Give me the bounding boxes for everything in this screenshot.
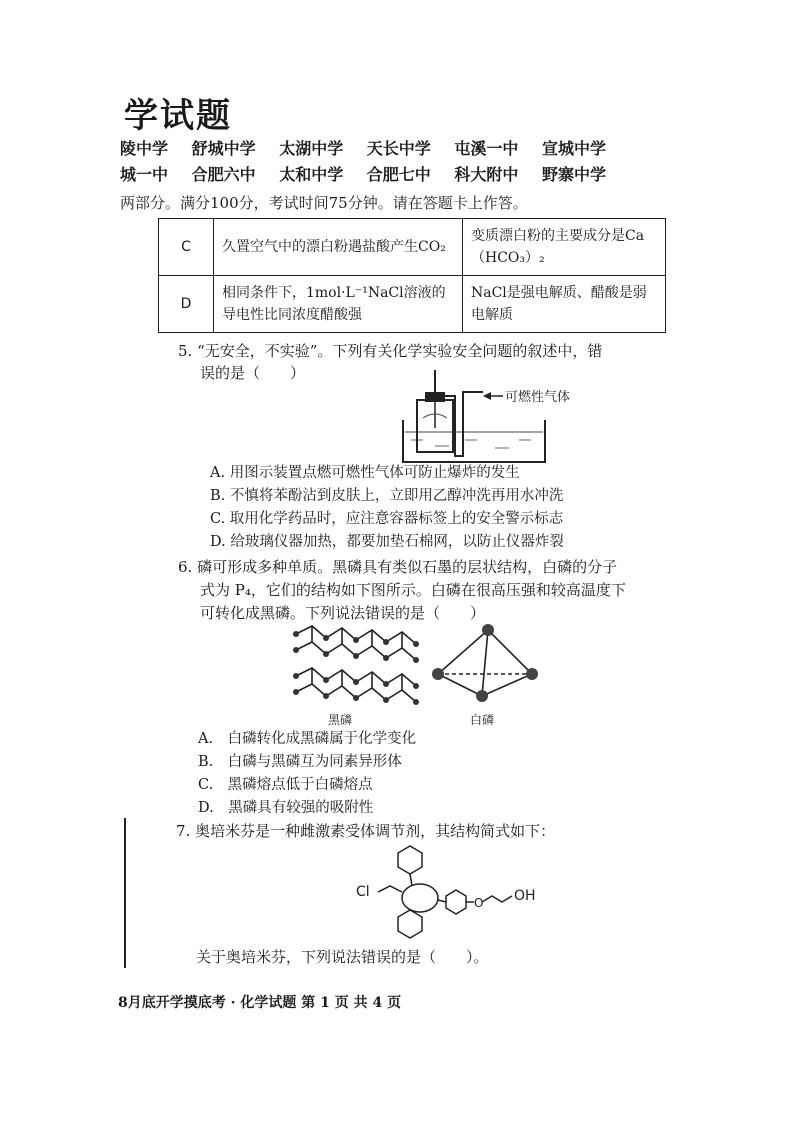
question-5-stem-cont: 误的是（ ） (200, 364, 306, 382)
molecule-chlorine-label: Cl (356, 884, 370, 900)
arrow-head (483, 392, 491, 400)
option-label: D (159, 276, 214, 333)
molecule-hydroxyl-label: OH (514, 888, 536, 904)
figure-label-flammable-gas: 可燃性气体 (505, 390, 571, 405)
school-name: 舒城中学 (191, 139, 256, 158)
table-row (159, 276, 666, 333)
school-name: 陵中学 (120, 139, 169, 158)
answer-option-table (158, 218, 666, 333)
school-name: 宣城中学 (541, 139, 606, 158)
question-6-option-a: A. 白磷转化成黑磷属于化学变化 (198, 731, 417, 747)
table-row (159, 219, 666, 276)
question-6-stem: 6. 磷可形成多种单质。黑磷具有类似石墨的层状结构，白磷的分子 (178, 558, 618, 576)
question-6-stem-cont: 式为 P₄，它们的结构如下图所示。白磷在很高压强和较高温度下 (200, 581, 626, 599)
white-phosphorus-structure (438, 630, 532, 696)
ospemifene-structure-figure (350, 842, 550, 942)
page-footer: 8月底开学摸底考 · 化学试题 第 1 页 共 4 页 (118, 995, 402, 1011)
option-statement: 久置空气中的漂白粉遇盐酸产生CO₂ (214, 219, 463, 276)
school-name: 太湖中学 (279, 139, 344, 158)
molecule-oxygen-label: O (474, 896, 484, 910)
question-6-stem-cont: 可转化成黑磷。下列说法错误的是（ ） (200, 604, 486, 622)
molecule-bonds (378, 846, 512, 938)
school-list-row-1 (120, 136, 624, 159)
option-reason: NaCl是强电解质、醋酸是弱电解质 (463, 276, 666, 333)
margin-binding-line (124, 818, 126, 968)
water-wave-marks (411, 440, 531, 448)
question-6-option-d: D. 黑磷具有较强的吸附性 (198, 800, 374, 816)
inlet-tube (445, 392, 483, 456)
water-trough (403, 420, 545, 462)
question-6-option-c: C. 黑磷熔点低于白磷熔点 (198, 777, 373, 793)
school-name: 屯溪一中 (454, 139, 519, 158)
question-5-option-a: A. 用图示装置点燃可燃性气体可防止爆炸的发生 (210, 465, 520, 481)
page-title: 学试题 (124, 96, 232, 136)
question-7-stem: 7. 奥培米芬是一种雌激素受体调节剂，其结构简式如下： (176, 822, 556, 840)
option-reason: 变质漂白粉的主要成分是Ca（HCO₃）₂ (463, 219, 666, 276)
figure-label-black-phosphorus: 黑磷 (328, 713, 353, 727)
school-name: 太和中学 (279, 165, 344, 184)
school-name: 科大附中 (454, 165, 519, 184)
school-name: 天长中学 (366, 139, 431, 158)
question-5-option-d: D. 给玻璃仪器加热，都要加垫石棉网，以防止仪器炸裂 (210, 534, 564, 550)
figure-label-white-phosphorus: 白磷 (470, 713, 495, 727)
school-list-row-2 (120, 162, 624, 185)
school-name: 合肥七中 (366, 165, 431, 184)
school-name: 野寨中学 (541, 165, 606, 184)
option-statement: 相同条件下，1mol·L⁻¹NaCl溶液的导电性比同浓度醋酸强 (214, 276, 463, 333)
exam-notice: 两部分。满分100分，考试时间75分钟。请在答题卡上作答。 (120, 194, 528, 212)
question-7-stem-cont: 关于奥培米芬，下列说法错误的是（ ）。 (196, 948, 489, 966)
question-5-option-b: B. 不慎将苯酚沾到皮肤上，立即用乙醇冲洗再用水冲洗 (210, 488, 564, 504)
question-5-option-c: C. 取用化学药品时，应注意容器标签上的安全警示标志 (210, 511, 564, 527)
gas-safety-apparatus-figure (395, 370, 635, 470)
question-6-option-b: B. 白磷与黑磷互为同素异形体 (198, 754, 402, 770)
question-5-stem: 5. “无安全，不实验”。下列有关化学实验安全问题的叙述中，错 (178, 342, 603, 360)
phosphorus-structures-figure (288, 620, 628, 730)
school-name: 合肥六中 (191, 165, 256, 184)
school-name: 城一中 (120, 165, 169, 184)
option-label: C (159, 219, 214, 276)
